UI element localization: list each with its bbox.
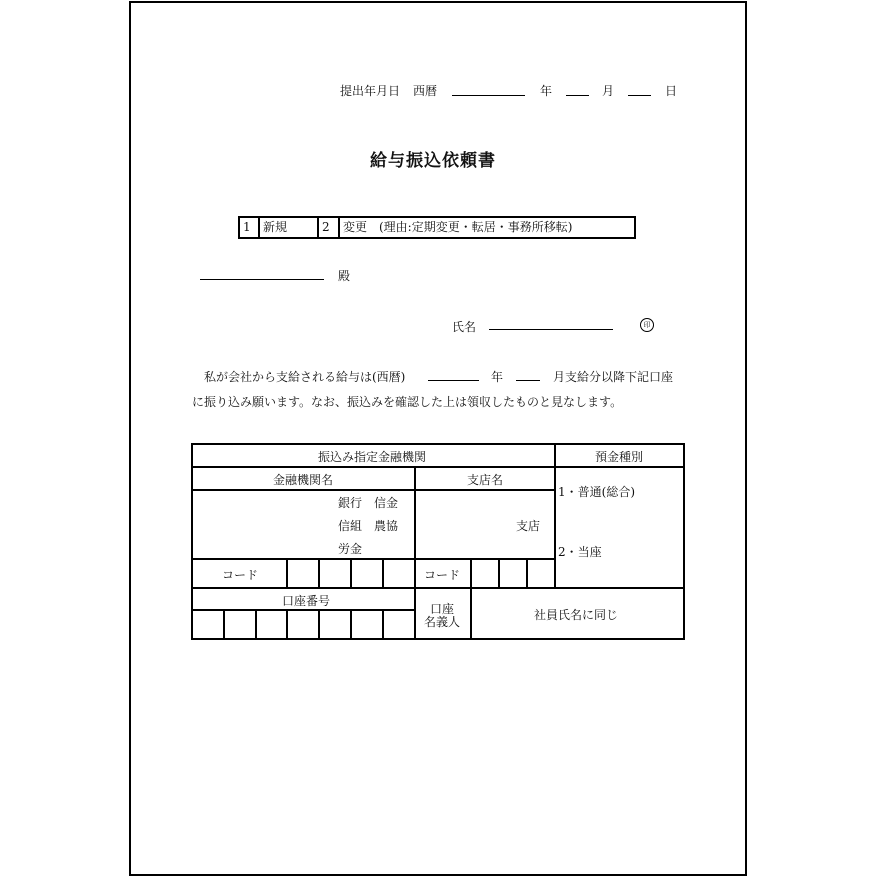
account-number-header: 口座番号 <box>282 594 331 608</box>
option-rokin[interactable]: 労金 <box>338 542 363 556</box>
name-label: 氏名 <box>452 320 477 334</box>
table-divider <box>554 443 556 589</box>
account-digit-divider <box>255 609 257 640</box>
option-change-label[interactable]: 変更 (理由:定期変更・転居・事務所移転) <box>343 220 573 234</box>
institution-name-header: 金融機関名 <box>273 473 334 487</box>
branch-name-header: 支店名 <box>467 473 504 487</box>
table-divider <box>191 587 685 589</box>
table-border <box>191 638 685 640</box>
request-type-box <box>238 216 636 239</box>
option-shinkumi[interactable]: 信組 <box>338 519 363 533</box>
code-box-divider <box>350 558 352 589</box>
year-label: 年 <box>540 84 553 98</box>
same-as-employee-text: 社員氏名に同じ <box>534 608 619 622</box>
option-new-label[interactable]: 新規 <box>260 218 319 237</box>
option-nokyo[interactable]: 農協 <box>374 519 399 533</box>
start-year-field[interactable] <box>428 380 479 381</box>
day-label: 日 <box>665 84 678 98</box>
name-field[interactable] <box>489 329 613 330</box>
code-box-divider <box>318 558 320 589</box>
day-field[interactable] <box>628 95 651 96</box>
code-box-divider <box>498 558 500 589</box>
institution-code-label: コード <box>222 568 259 582</box>
designated-institution-header: 振込み指定金融機関 <box>318 450 427 464</box>
account-digit-divider <box>382 609 384 640</box>
month-label: 月 <box>602 84 615 98</box>
branch-suffix: 支店 <box>516 519 541 533</box>
submission-date-label: 提出年月日 <box>340 84 401 98</box>
table-divider <box>470 587 472 640</box>
seal-mark: 印 <box>640 318 654 332</box>
account-digit-divider <box>350 609 352 640</box>
branch-code-label: コード <box>424 568 461 582</box>
option-change-number[interactable]: 2 <box>319 218 340 237</box>
era-label: 西暦 <box>413 84 438 98</box>
code-box-divider <box>286 558 288 589</box>
body-line2: に振り込み願います。なお、振込みを確認した上は領収したものと見なします。 <box>192 395 623 409</box>
table-divider <box>414 466 416 640</box>
table-divider <box>191 558 556 560</box>
table-border <box>683 443 685 640</box>
body-line1-a: 私が会社から支給される給与は(西暦) <box>204 370 406 384</box>
code-box-divider <box>526 558 528 589</box>
deposit-type-current[interactable]: 2・当座 <box>558 545 602 559</box>
account-holder-label-2: 名義人 <box>424 615 461 629</box>
account-digit-divider <box>318 609 320 640</box>
code-box-divider <box>470 558 472 589</box>
form-page <box>129 1 747 876</box>
year-field[interactable] <box>452 95 525 96</box>
body-line1-year: 年 <box>491 370 504 384</box>
page-title: 給与振込依頼書 <box>370 151 496 171</box>
deposit-type-header: 預金種別 <box>595 450 644 464</box>
start-month-field[interactable] <box>516 380 540 381</box>
account-digit-divider <box>286 609 288 640</box>
option-new-number[interactable]: 1 <box>240 218 260 237</box>
table-divider <box>191 489 556 491</box>
table-divider <box>191 466 685 468</box>
account-digit-divider <box>223 609 225 640</box>
account-holder-label-1: 口座 <box>430 602 455 616</box>
addressee-field[interactable] <box>200 279 324 280</box>
table-border <box>191 443 685 445</box>
deposit-type-ordinary[interactable]: 1・普通(総合) <box>558 485 635 499</box>
body-line1-b: 月支給分以降下記口座 <box>553 370 674 384</box>
addressee-suffix: 殿 <box>338 269 351 283</box>
code-box-divider <box>382 558 384 589</box>
option-shinkin[interactable]: 信金 <box>374 496 399 510</box>
month-field[interactable] <box>566 95 589 96</box>
option-bank[interactable]: 銀行 <box>338 496 363 510</box>
